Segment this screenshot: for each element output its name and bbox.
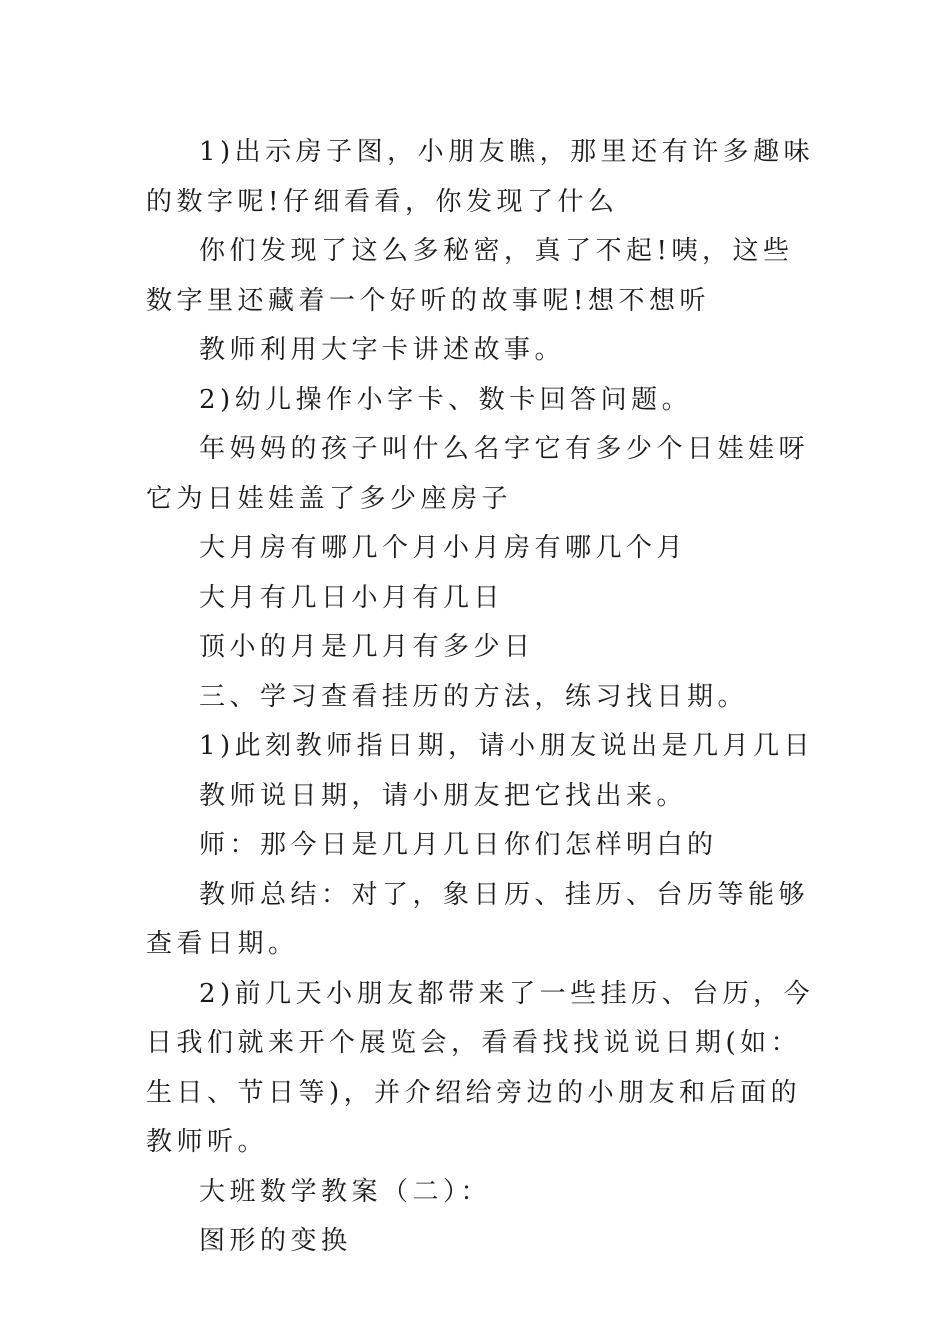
paragraph-teacher-points-date: 1)此刻教师指日期，请小朋友说出是几月几日 bbox=[199, 731, 815, 761]
paragraph-secret-story: 你们发现了这么多秘密，真了不起!咦，这些数字里还藏着一个好听的故事呢!想不想听 bbox=[146, 236, 794, 316]
paragraph-question-year-mother: 年妈妈的孩子叫什么名字它有多少个日娃娃呀它为日娃娃盖了多少座房子 bbox=[146, 434, 810, 514]
paragraph-teacher-summary: 教师总结：对了，象日历、挂历、台历等能够查看日期。 bbox=[146, 879, 810, 959]
paragraph-exhibition: 2)前几天小朋友都带来了一些挂历、台历，今日我们就来开个展览会，看看找找说说日期(如：生日、节日等)，并介绍给旁边的小朋友和后面的教师听。 bbox=[146, 978, 815, 1157]
paragraph-teacher-question-today: 师：那今日是几月几日你们怎样明白的 bbox=[199, 830, 718, 860]
paragraph-teacher-says-date: 教师说日期，请小朋友把它找出来。 bbox=[199, 780, 688, 811]
paragraph-child-operation: 2)幼儿操作小字卡、数卡回答问题。 bbox=[199, 384, 693, 415]
paragraph-question-smallest-month: 顶小的月是几月有多少日 bbox=[199, 632, 535, 662]
paragraph-question-big-small-month-house: 大月房有哪几个月小月房有哪几个月 bbox=[199, 533, 688, 563]
lesson-plan-title: 大班数学教案（二）： bbox=[199, 1176, 492, 1207]
paragraph-house-picture: 1)出示房子图，小朋友瞧，那里还有许多趣味的数字呢!仔细看看，你发现了什么 bbox=[146, 137, 815, 217]
document-body bbox=[146, 128, 816, 1267]
section-heading-calendar: 三、学习查看挂历的方法，练习找日期。 bbox=[199, 681, 749, 712]
paragraph-teacher-story: 教师利用大字卡讲述故事。 bbox=[199, 335, 566, 365]
lesson-plan-subtitle: 图形的变换 bbox=[199, 1226, 352, 1256]
paragraph-question-days: 大月有几日小月有几日 bbox=[199, 582, 505, 613]
